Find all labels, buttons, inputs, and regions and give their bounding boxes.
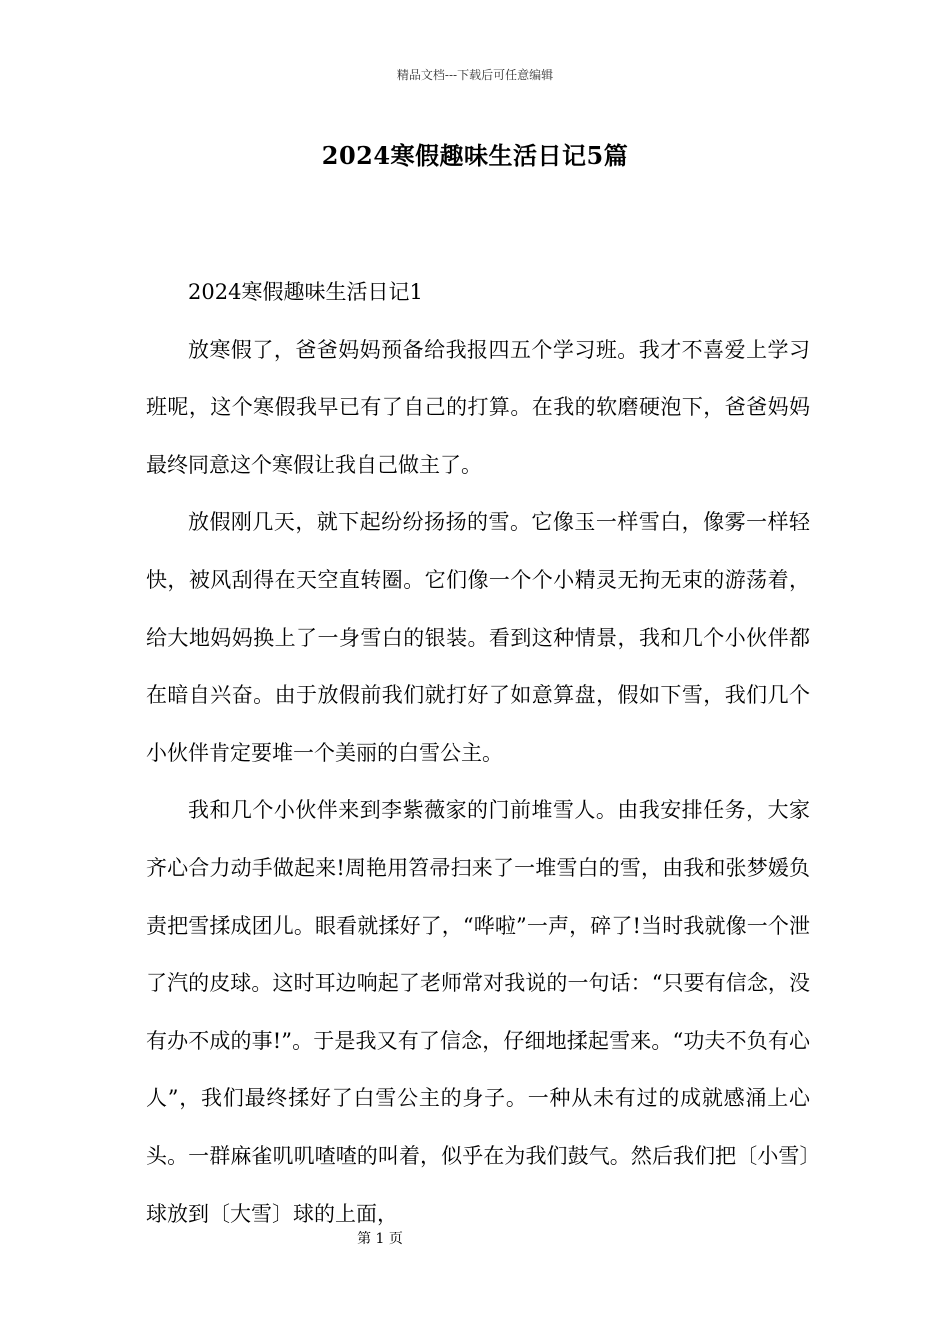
section-subtitle: 2024寒假趣味生活日记1 xyxy=(188,280,423,304)
page-number: 第 1 页 xyxy=(357,1231,403,1247)
paragraph-3: 我和几个小伙伴来到李紫薇家的门前堆雪人。由我安排任务，大家齐心合力动手做起来!周艳用笤帚扫来了一堆雪白的雪，由我和张梦媛负责把雪揉成团儿。眼看就揉好了，“哗啦”一声，碎了!当时我就像一个泄了汽的皮球。这时耳边响起了老师常对我说的一句话：“只要有信念，没有办不成的事!”。于是我又有了信念，仔细地揉起雪来。“功夫不负有心人”，我们最终揉好了白雪公主的身子。一种从未有过的成就感涌上心头。一群麻雀叽叽喳喳的叫着，似乎在为我们鼓气。然后我们把〔小雪〕球放到〔大雪〕球的上面， xyxy=(146,798,810,1226)
paragraph-2: 放假刚几天，就下起纷纷扬扬的雪。它像玉一样雪白，像雾一样轻快，被风刮得在天空直转圈。它们像一个个小精灵无拘无束的游荡着，给大地妈妈换上了一身雪白的银装。看到这种情景，我和几个小伙伴都在暗自兴奋。由于放假前我们就打好了如意算盘，假如下雪，我们几个小伙伴肯定要堆一个美丽的白雪公主。 xyxy=(146,510,810,765)
document-title: 2024寒假趣味生活日记5篇 xyxy=(321,141,629,170)
page-header: 精品文档---下载后可任意编辑 xyxy=(396,68,554,82)
paragraph-1: 放寒假了，爸爸妈妈预备给我报四五个学习班。我才不喜爱上学习班呢，这个寒假我早已有了自己的打算。在我的软磨硬泡下，爸爸妈妈最终同意这个寒假让我自己做主了。 xyxy=(146,337,810,477)
document-body xyxy=(146,264,810,1243)
